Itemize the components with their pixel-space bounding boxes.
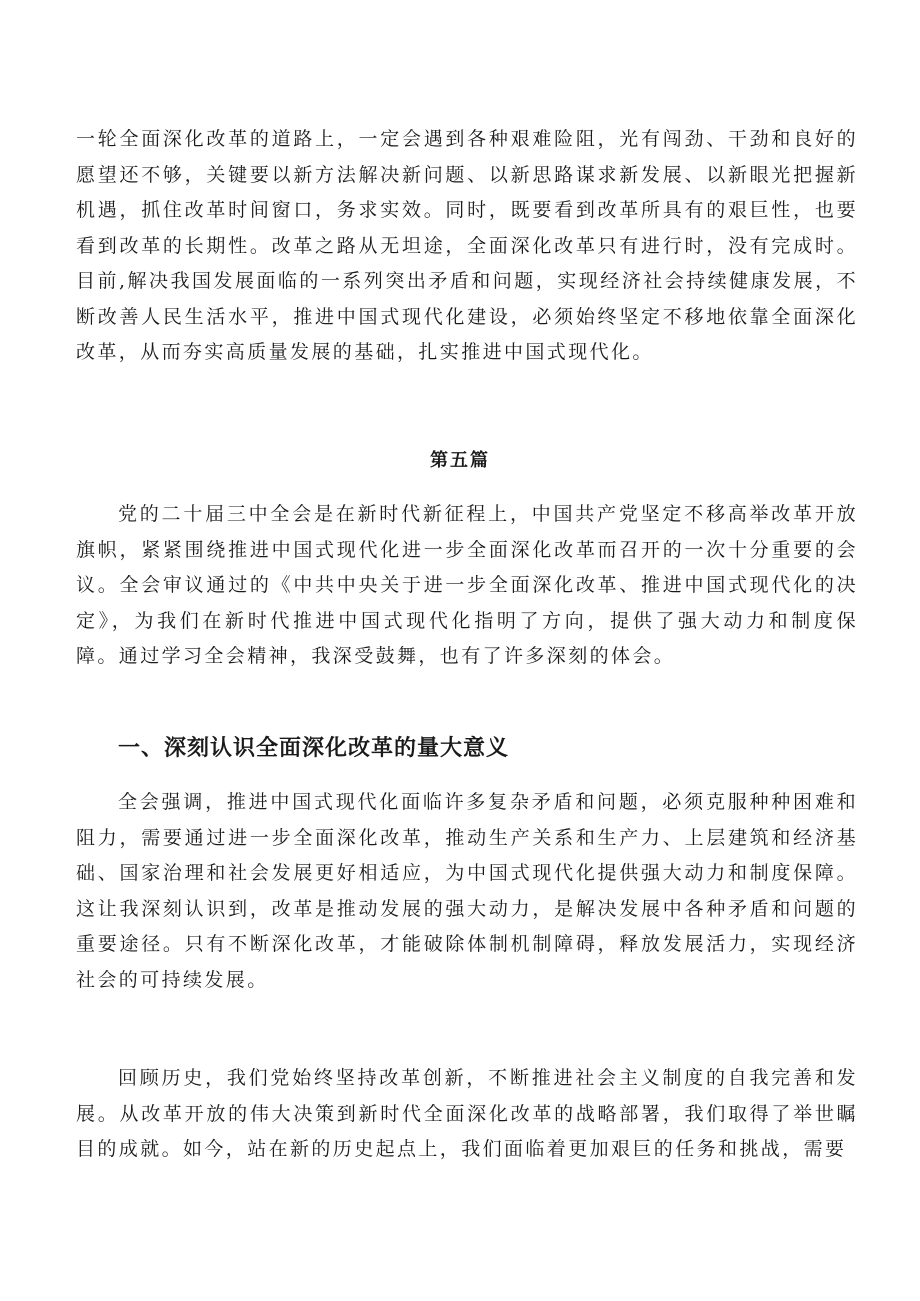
- heading-1: 一、深刻认识全面深化改革的量大意义: [118, 736, 510, 761]
- paragraph-intro: [76, 497, 858, 675]
- paragraph-text: 全会强调，推进中国式现代化面临许多复杂矛盾和问题，必须克服种种困难和阻力，需要通过进一步全面深化改革，推动生产关系和生产力、上层建筑和经济基础、国家治理和社会发展更好相适应，为中国式现代化提供强大动力和制度保障。这让我深刻认识到，改革是推动发展的强大动力，是解决发展中各种矛盾和问题的重要途径。只有不断深化改革，才能破除体制机制障碍，释放发展活力，实现经济社会的可持续发展。: [76, 791, 858, 991]
- paragraph-2: [76, 1061, 858, 1168]
- section-title: 第五篇: [430, 450, 490, 471]
- paragraph-continued: [76, 122, 858, 371]
- paragraph-text: 党的二十届三中全会是在新时代新征程上，中国共产党坚定不移高举改革开放旗帜，紧紧围绕推进中国式现代化进一步全面深化改革而召开的一次十分重要的会议。全会审议通过的《中共中央关于进一步全面深化改革、推进中国式现代化的决定》，为我们在新时代推进中国式现代化指明了方向，提供了强大动力和制度保障。通过学习全会精神，我深受鼓舞，也有了许多深刻的体会。: [76, 503, 858, 667]
- paragraph-text: 一轮全面深化改革的道路上，一定会遇到各种艰难险阻，光有闯劲、干劲和良好的愿望还不够，关键要以新方法解决新问题、以新思路谋求新发展、以新眼光把握新机遇，抓住改革时间窗口，务求实效。同时，既要看到改革所具有的艰巨性，也要看到改革的长期性。改革之路从无坦途，全面深化改革只有进行时，没有完成时。目前,解决我国发展面临的一系列突出矛盾和问题，实现经济社会持续健康发展，不断改善人民生活水平，推进中国式现代化建设，必须始终坚定不移地依靠全面深化改革，从而夯实高质量发展的基础，扎实推进中国式现代化。: [76, 128, 858, 363]
- paragraph-text: 回顾历史，我们党始终坚持改革创新，不断推进社会主义制度的自我完善和发展。从改革开放的伟大决策到新时代全面深化改革的战略部署，我们取得了举世瞩目的成就。如今，站在新的历史起点上，我们面临着更加艰巨的任务和挑战，需要: [76, 1067, 858, 1160]
- paragraph-1: [76, 785, 858, 998]
